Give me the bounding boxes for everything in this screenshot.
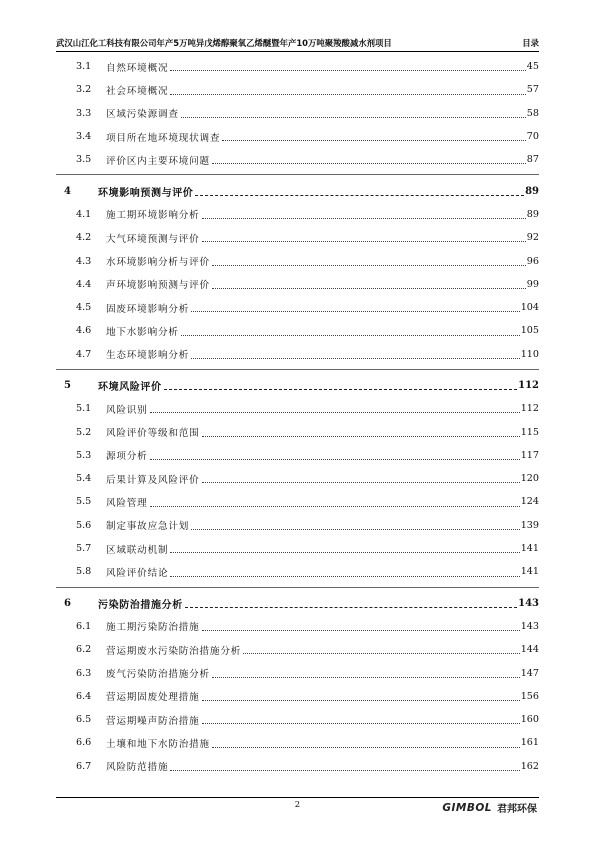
toc-entry[interactable] xyxy=(64,148,539,171)
toc-entry-number: 4.3 xyxy=(76,255,92,267)
toc-entry[interactable] xyxy=(64,203,539,226)
toc-leader-dots xyxy=(202,217,526,219)
toc-entry-number: 4.4 xyxy=(76,278,92,290)
toc-leader-dots xyxy=(170,575,519,577)
toc-entry-title: 风险防范措施 xyxy=(106,762,169,774)
toc-entry-title: 自然环境概况 xyxy=(106,62,169,74)
toc-leader-dots xyxy=(181,116,526,118)
toc-entry-number: 6.1 xyxy=(76,620,92,632)
toc-entry-number: 3.2 xyxy=(76,84,92,96)
toc-entry-number: 5.2 xyxy=(76,426,92,438)
toc-entry-title: 生态环境影响分析 xyxy=(106,350,190,362)
toc-entry-number: 6.7 xyxy=(76,760,92,772)
toc-entry-page: 70 xyxy=(526,131,539,143)
toc-entry[interactable] xyxy=(64,537,539,560)
toc-leader-dots xyxy=(164,388,518,390)
toc-entry-title: 施工期环境影响分析 xyxy=(106,210,200,222)
toc-leader-dots xyxy=(212,287,526,289)
toc-entry-title: 地下水影响分析 xyxy=(106,326,179,338)
toc-entry[interactable] xyxy=(64,444,539,467)
toc-entry[interactable] xyxy=(64,731,539,754)
toc-entry-number: 3.5 xyxy=(76,154,92,166)
toc-entry-number: 4 xyxy=(64,185,71,197)
toc-entry-title: 废气污染防治措施分析 xyxy=(106,669,210,681)
toc-entry-title: 项目所在地环境现状调查 xyxy=(106,132,221,144)
toc-leader-dots xyxy=(212,162,526,164)
toc-leader-dots xyxy=(202,722,520,724)
table-of-contents xyxy=(64,55,539,778)
toc-entry-page: 162 xyxy=(520,760,539,772)
toc-entry-number: 4.6 xyxy=(76,325,92,337)
toc-entry-page: 105 xyxy=(520,325,539,337)
toc-leader-dots xyxy=(181,334,520,336)
toc-entry-number: 3.1 xyxy=(76,61,92,73)
toc-entry[interactable] xyxy=(64,55,539,78)
toc-entry-number: 5.1 xyxy=(76,403,92,415)
toc-entry-page: 89 xyxy=(526,208,539,220)
toc-entry-number: 5.8 xyxy=(76,566,92,578)
toc-leader-dots xyxy=(150,458,520,460)
toc-entry-title: 风险识别 xyxy=(106,404,148,416)
toc-leader-dots xyxy=(195,194,524,196)
toc-entry-title: 大气环境预测与评价 xyxy=(106,233,200,245)
toc-entry[interactable] xyxy=(64,319,539,342)
toc-entry-page: 58 xyxy=(526,107,539,119)
toc-entry[interactable] xyxy=(64,615,539,638)
toc-entry-page: 156 xyxy=(520,690,539,702)
toc-leader-dots xyxy=(212,676,520,678)
toc-entry-title: 社会环境概况 xyxy=(106,85,169,97)
toc-entry-number: 6.6 xyxy=(76,737,92,749)
toc-entry-title: 声环境影响预测与评价 xyxy=(106,280,210,292)
chapter-separator xyxy=(56,174,539,176)
toc-entry-title: 营运期废水污染防治措施分析 xyxy=(106,645,242,657)
toc-entry-page: 139 xyxy=(520,519,539,531)
toc-entry-page: 124 xyxy=(520,496,539,508)
toc-entry[interactable] xyxy=(64,397,539,420)
toc-entry[interactable] xyxy=(64,685,539,708)
toc-entry-page: 161 xyxy=(520,737,539,749)
toc-entry-page: 160 xyxy=(520,714,539,726)
toc-entry[interactable] xyxy=(64,755,539,778)
toc-leader-dots xyxy=(150,411,520,413)
toc-entry-number: 4.1 xyxy=(76,208,92,220)
toc-entry-title: 区域污染源调查 xyxy=(106,109,179,121)
toc-entry-title: 风险管理 xyxy=(106,497,148,509)
company-logo xyxy=(442,800,537,815)
toc-entry[interactable] xyxy=(64,661,539,684)
toc-entry[interactable] xyxy=(64,490,539,513)
toc-entry-page: 144 xyxy=(520,644,539,656)
toc-entry-title: 区域联动机制 xyxy=(106,544,169,556)
toc-leader-dots xyxy=(170,551,519,553)
toc-entry-page: 110 xyxy=(520,348,539,360)
toc-entry[interactable] xyxy=(64,249,539,272)
toc-entry[interactable] xyxy=(64,420,539,443)
header-project-title: 武汉山江化工科技有限公司年产5万吨异戊烯醇聚氧乙烯醚暨年产10万吨聚羧酸减水剂项目 xyxy=(56,38,392,48)
toc-entry[interactable] xyxy=(64,514,539,537)
toc-leader-dots xyxy=(170,93,525,95)
footer-rule xyxy=(56,797,539,798)
toc-entry-number: 6.2 xyxy=(76,644,92,656)
logo-chinese-text: 君邦环保 xyxy=(497,804,537,815)
toc-entry-title: 源项分析 xyxy=(106,451,148,463)
toc-entry-number: 5.3 xyxy=(76,449,92,461)
logo-latin-text: GIMBOL xyxy=(442,801,492,814)
toc-entry-title: 制定事故应急计划 xyxy=(106,521,190,533)
toc-entry-page: 115 xyxy=(520,426,539,438)
toc-entry-page: 96 xyxy=(526,255,539,267)
toc-entry-page: 141 xyxy=(520,566,539,578)
toc-chapter-entry[interactable] xyxy=(64,592,539,615)
toc-entry[interactable] xyxy=(64,708,539,731)
toc-leader-dots xyxy=(150,505,520,507)
toc-leader-dots xyxy=(191,528,520,530)
toc-entry-page: 92 xyxy=(526,232,539,244)
toc-entry-title: 固废环境影响分析 xyxy=(106,303,190,315)
toc-entry-number: 6 xyxy=(64,597,71,609)
toc-entry-page: 143 xyxy=(520,620,539,632)
header-rule xyxy=(56,51,539,52)
toc-entry-title: 营运期噪声防治措施 xyxy=(106,715,200,727)
toc-entry-title: 施工期污染防治措施 xyxy=(106,622,200,634)
toc-entry-page: 87 xyxy=(526,154,539,166)
toc-entry-title: 土壤和地下水防治措施 xyxy=(106,738,210,750)
toc-entry-title: 营运期固废处理措施 xyxy=(106,692,200,704)
toc-entry[interactable] xyxy=(64,296,539,319)
toc-leader-dots xyxy=(202,629,520,631)
toc-entry-number: 6.3 xyxy=(76,667,92,679)
toc-entry-page: 112 xyxy=(520,403,539,415)
toc-entry-page: 143 xyxy=(518,597,539,609)
toc-entry-title: 评价区内主要环境问题 xyxy=(106,155,210,167)
toc-entry-page: 147 xyxy=(520,667,539,679)
toc-chapter-entry[interactable] xyxy=(64,179,539,202)
toc-entry[interactable] xyxy=(64,273,539,296)
toc-entry-page: 57 xyxy=(526,84,539,96)
toc-leader-dots xyxy=(222,139,525,141)
toc-entry[interactable] xyxy=(64,560,539,583)
toc-entry-title: 风险评价等级和范围 xyxy=(106,428,200,440)
toc-leader-dots xyxy=(243,652,520,654)
toc-leader-dots xyxy=(170,769,519,771)
chapter-separator xyxy=(56,369,539,371)
toc-entry-number: 5.5 xyxy=(76,496,92,508)
toc-entry-title: 污染防治措施分析 xyxy=(98,599,183,611)
toc-entry-page: 45 xyxy=(526,61,539,73)
toc-entry[interactable] xyxy=(64,125,539,148)
toc-entry-number: 4.5 xyxy=(76,302,92,314)
toc-entry[interactable] xyxy=(64,102,539,125)
toc-leader-dots xyxy=(202,240,526,242)
toc-entry-number: 3.4 xyxy=(76,131,92,143)
toc-entry-title: 后果计算及风险评价 xyxy=(106,474,200,486)
toc-entry-page: 99 xyxy=(526,278,539,290)
toc-leader-dots xyxy=(212,264,526,266)
toc-leader-dots xyxy=(185,606,517,608)
toc-entry-title: 环境风险评价 xyxy=(98,382,162,393)
toc-entry[interactable] xyxy=(64,343,539,366)
toc-entry-page: 120 xyxy=(520,473,539,485)
page-header xyxy=(56,37,539,51)
toc-entry-page: 89 xyxy=(525,185,539,197)
toc-entry-page: 112 xyxy=(518,380,539,391)
toc-leader-dots xyxy=(202,699,520,701)
toc-entry[interactable] xyxy=(64,467,539,490)
toc-entry-number: 5.4 xyxy=(76,473,92,485)
toc-entry-number: 5.7 xyxy=(76,543,92,555)
toc-entry[interactable] xyxy=(64,638,539,661)
toc-leader-dots xyxy=(191,310,520,312)
toc-entry-page: 104 xyxy=(520,302,539,314)
toc-entry-page: 117 xyxy=(520,449,539,461)
toc-entry-title: 风险评价结论 xyxy=(106,567,169,579)
toc-leader-dots xyxy=(212,746,520,748)
toc-chapter-entry[interactable] xyxy=(64,374,539,397)
toc-entry-number: 3.3 xyxy=(76,107,92,119)
toc-entry-number: 6.4 xyxy=(76,690,92,702)
page-number: 2 xyxy=(294,800,301,810)
toc-entry-page: 141 xyxy=(520,543,539,555)
toc-entry-number: 6.5 xyxy=(76,714,92,726)
toc-entry-number: 4.7 xyxy=(76,348,92,360)
toc-entry-number: 4.2 xyxy=(76,232,92,244)
toc-entry-number: 5 xyxy=(64,380,71,391)
toc-leader-dots xyxy=(191,357,520,359)
toc-entry[interactable] xyxy=(64,78,539,101)
toc-leader-dots xyxy=(202,481,520,483)
chapter-separator xyxy=(56,587,539,589)
toc-leader-dots xyxy=(170,69,525,71)
toc-leader-dots xyxy=(202,435,520,437)
header-section-label: 目录 xyxy=(522,38,539,48)
toc-entry[interactable] xyxy=(64,226,539,249)
toc-entry-title: 水环境影响分析与评价 xyxy=(106,257,210,269)
toc-entry-title: 环境影响预测与评价 xyxy=(98,187,194,199)
toc-entry-number: 5.6 xyxy=(76,519,92,531)
